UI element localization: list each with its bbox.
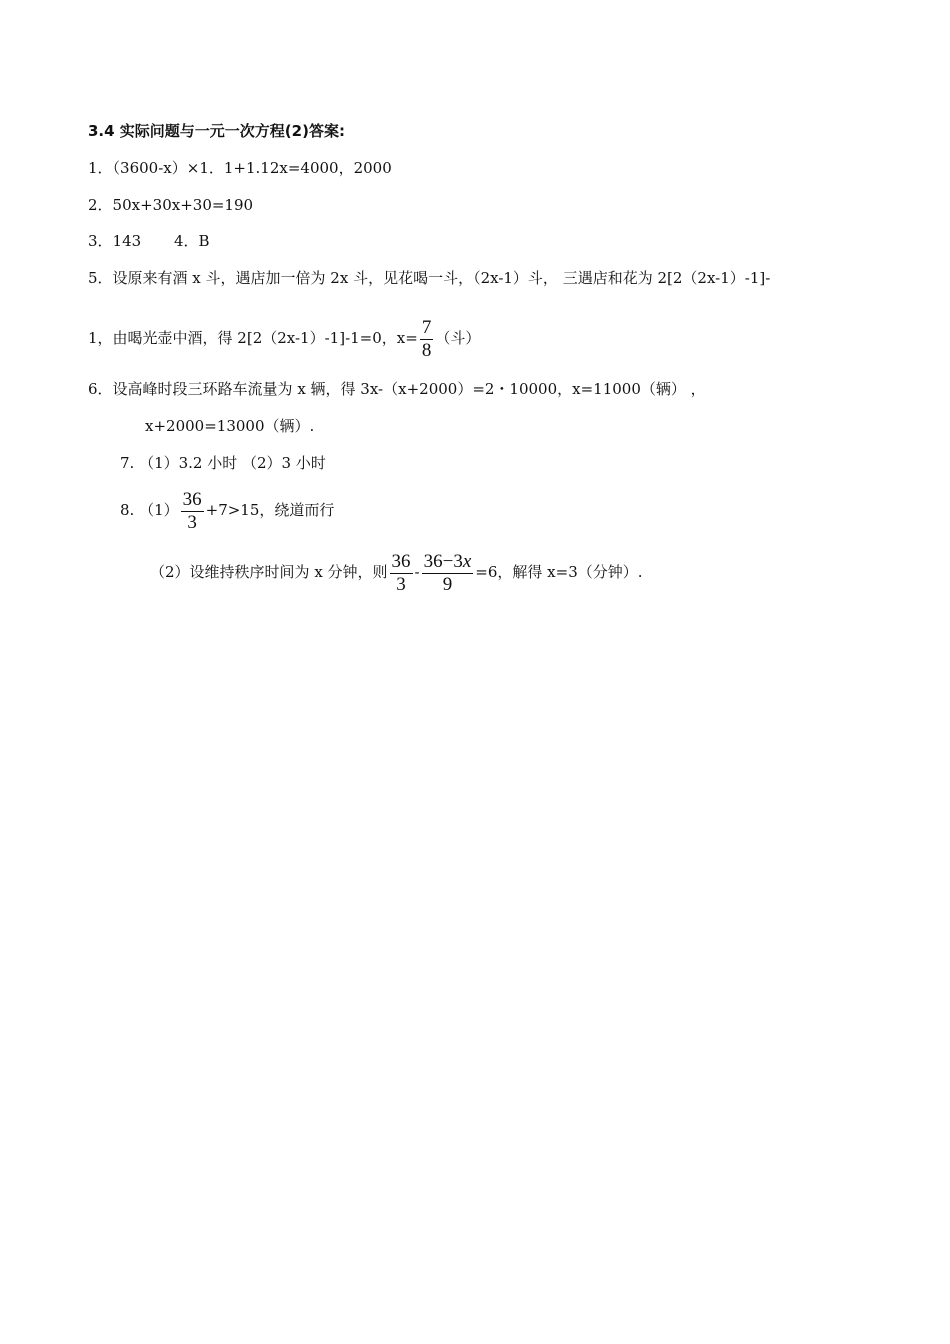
fraction-seven-eighths	[420, 317, 434, 362]
answer-4: 4．B	[174, 232, 210, 250]
fraction-36-over-3	[181, 489, 204, 534]
fraction-numerator	[422, 551, 474, 574]
answer-6-line-2: x+2000=13000（辆）.	[145, 417, 315, 435]
numerator-variable: x	[462, 550, 472, 572]
answer-8b-text: （2）设维持秩序时间为 x 分钟，则	[150, 563, 388, 581]
answer-8-text: +7>15，绕道而行	[205, 501, 335, 519]
minus-sign: -	[414, 563, 420, 581]
answer-1: 1．（3600-x）×1．1+1.12x=4000，2000	[88, 159, 392, 177]
fraction-numerator: 7	[421, 316, 432, 338]
answer-5-line-2	[88, 314, 480, 362]
fraction-36-minus-3x-over-9	[422, 551, 474, 596]
answer-7: 7. （1）3.2 小时 （2）3 小时	[120, 454, 326, 472]
fraction-denominator: 9	[442, 573, 453, 595]
fraction-denominator: 8	[421, 339, 432, 361]
answer-2: 2．50x+30x+30=190	[88, 196, 254, 214]
answer-6-line-1: 6．设高峰时段三环路车流量为 x 辆，得 3x-（x+2000）=2・10000，x=11000（辆） ，	[88, 380, 706, 398]
answer-5-line-1: 5．设原来有酒 x 斗，遇店加一倍为 2x 斗，见花喝一斗，（2x-1）斗， 三遇店和花为 2[2（2x-1）-1]-	[88, 269, 771, 287]
fraction-denominator: 3	[396, 573, 406, 595]
page-title: 3.4 实际问题与一元一次方程(2)答案:	[88, 122, 345, 140]
answer-8b-result: =6，解得 x=3（分钟）.	[475, 563, 643, 581]
answer-3: 3．143	[88, 232, 142, 250]
fraction-denominator: 3	[187, 511, 197, 533]
answer-5-unit: （斗）	[435, 329, 481, 347]
answer-8-label: 8. （1）	[120, 501, 179, 519]
fraction-numerator: 36	[182, 488, 202, 510]
fraction-numerator: 36	[391, 550, 411, 572]
numerator-constant: 36−3	[423, 550, 463, 572]
fraction-36-over-3-b	[390, 551, 413, 596]
answer-8-part-1	[120, 486, 334, 534]
answer-8-part-2	[150, 548, 643, 596]
answer-5-text: 1，由喝光壶中酒，得 2[2（2x-1）-1]-1=0，x=	[88, 329, 418, 347]
